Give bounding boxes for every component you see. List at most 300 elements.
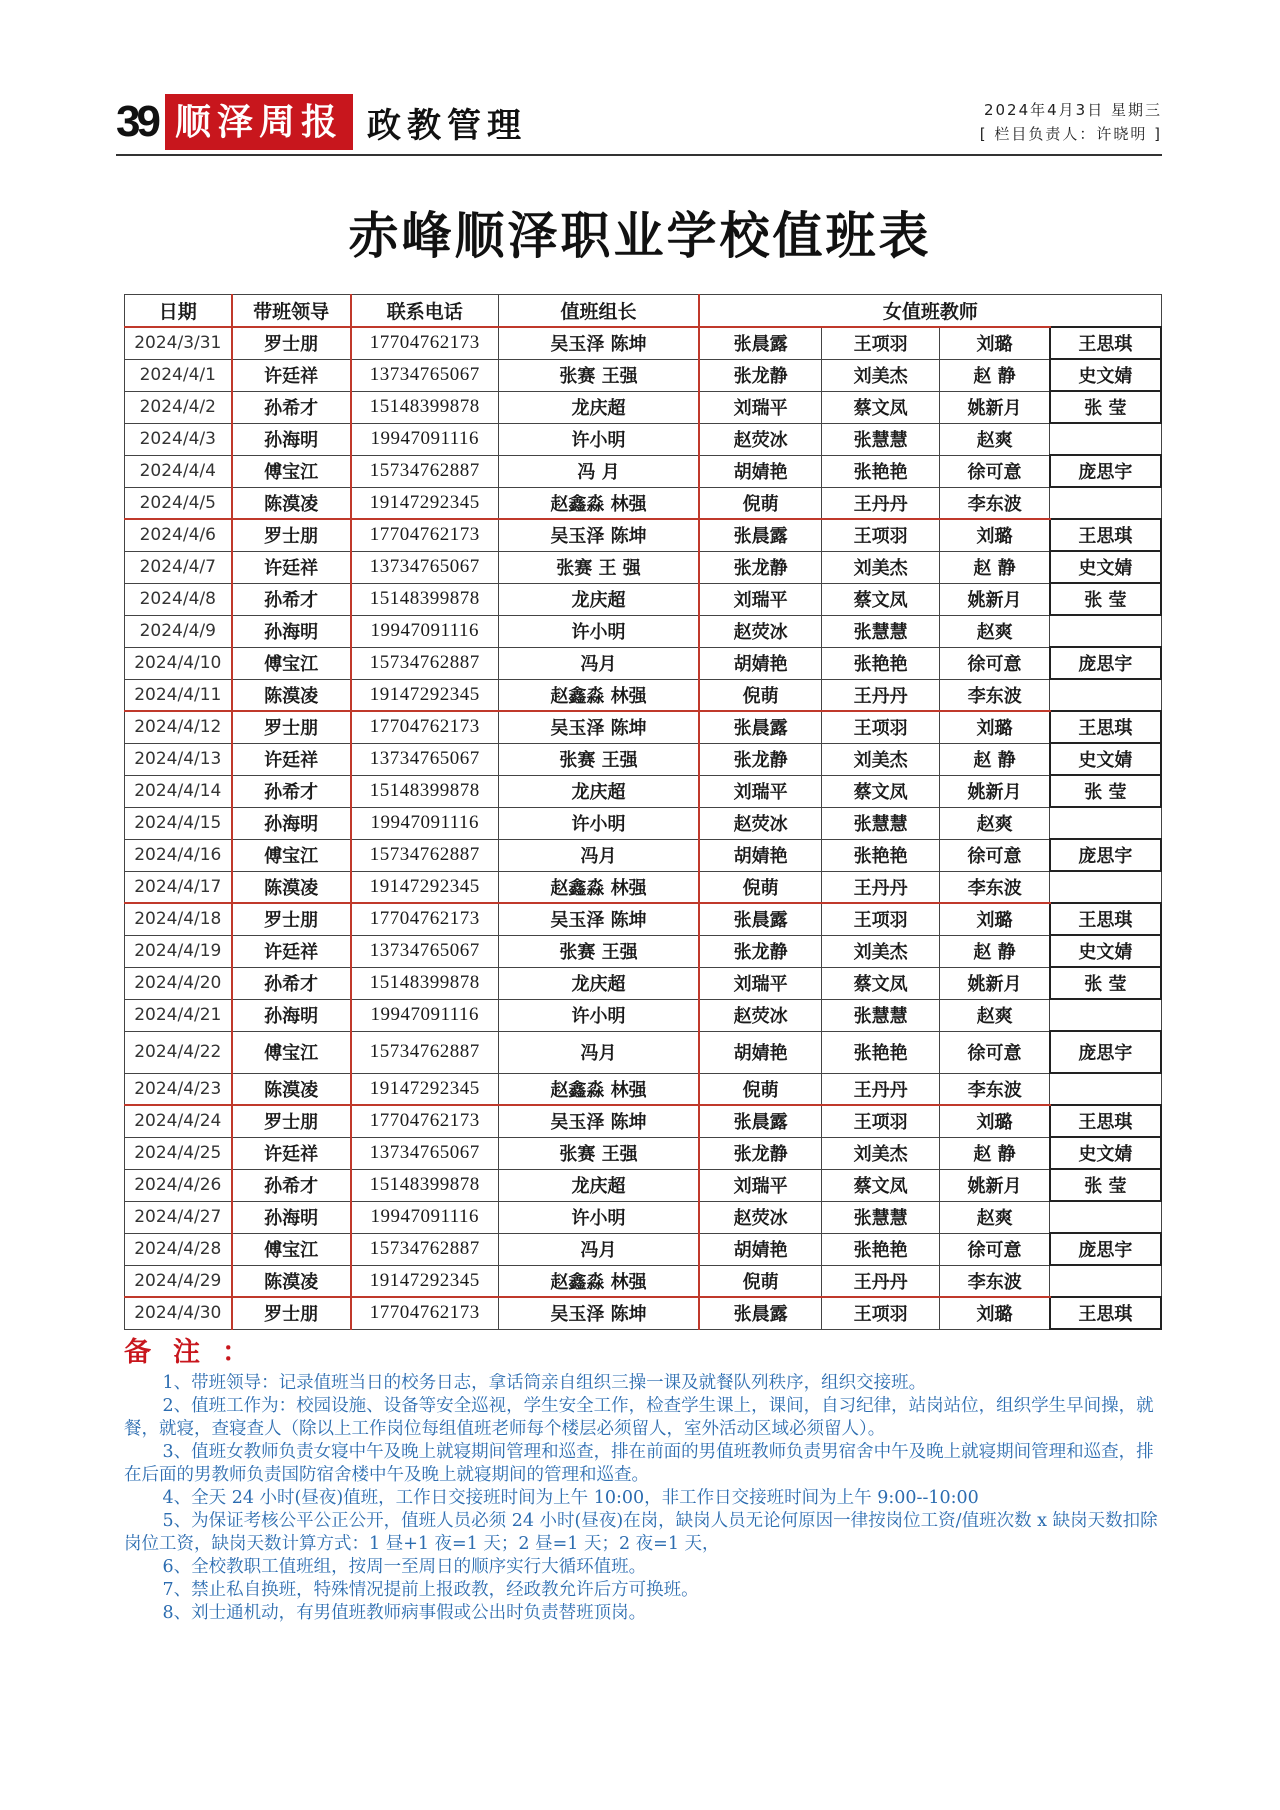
row-captain: 冯月 (498, 647, 699, 679)
table-row (125, 359, 1162, 391)
row-leader: 孙希才 (232, 1169, 351, 1201)
note-item: 8、刘士通机动，有男值班教师病事假或公出时负责替班顶岗。 (162, 1603, 647, 1623)
row-date: 2024/4/17 (125, 871, 232, 903)
row-captain: 吴玉泽 陈坤 (498, 711, 699, 743)
row-phone: 13734765067 (351, 743, 498, 775)
duty-table-body (125, 327, 1162, 1329)
row-teacher-4 (1050, 1073, 1161, 1105)
row-teacher-3: 刘璐 (940, 327, 1050, 359)
table-row (125, 327, 1162, 359)
row-teacher-4: 庞思宇 (1050, 1233, 1161, 1265)
row-phone: 17704762173 (351, 519, 498, 551)
row-captain: 龙庆超 (498, 967, 699, 999)
row-teacher-4 (1050, 1265, 1161, 1297)
row-phone: 17704762173 (351, 903, 498, 935)
row-date: 2024/4/13 (125, 743, 232, 775)
row-captain: 许小明 (498, 1201, 699, 1233)
row-teacher-1: 胡婧艳 (699, 455, 821, 487)
table-row (125, 615, 1162, 647)
row-teacher-1: 赵荧冰 (699, 807, 821, 839)
note-item: 7、禁止私自换班，特殊情况提前上报政教，经政教允许后方可换班。 (162, 1580, 699, 1600)
row-teacher-4 (1050, 1201, 1161, 1233)
row-date: 2024/4/8 (125, 583, 232, 615)
row-teacher-4: 庞思宇 (1050, 455, 1161, 487)
row-captain: 龙庆超 (498, 583, 699, 615)
row-teacher-4 (1050, 679, 1161, 711)
row-teacher-2: 蔡文凤 (822, 391, 940, 423)
row-leader: 陈漠凌 (232, 871, 351, 903)
row-date: 2024/4/14 (125, 775, 232, 807)
row-phone: 15734762887 (351, 839, 498, 871)
row-teacher-1: 张晨露 (699, 1105, 821, 1137)
row-date: 2024/4/9 (125, 615, 232, 647)
row-captain: 赵鑫淼 林强 (498, 1073, 699, 1105)
row-teacher-4 (1050, 615, 1161, 647)
row-leader: 许廷祥 (232, 743, 351, 775)
row-teacher-2: 王项羽 (822, 711, 940, 743)
note-item: 3、值班女教师负责女寝中午及晚上就寝期间管理和巡查，排在前面的男值班教师负责男宿舍中午及晚上就寝期间管理和巡查，排在后面的男教师负责国防宿舍楼中午及晚上就寝期间的管理和巡查。 (124, 1442, 1154, 1485)
table-row (125, 807, 1162, 839)
row-phone: 15148399878 (351, 583, 498, 615)
row-teacher-4: 庞思宇 (1050, 647, 1161, 679)
header-female-teachers: 女值班教师 (699, 295, 1161, 328)
table-row (125, 1073, 1162, 1105)
row-teacher-4: 王思琪 (1050, 711, 1161, 743)
row-phone: 19147292345 (351, 679, 498, 711)
row-leader: 孙海明 (232, 807, 351, 839)
row-teacher-2: 张艳艳 (822, 455, 940, 487)
note-item: 2、值班工作为：校园设施、设备等安全巡视，学生安全工作，检查学生课上，课间，自习纪律，站岗站位，组织学生早间操，就餐，就寝，查寝查人（除以上工作岗位每组值班老师每个楼层必须留人，室外活动区域必须留人）。 (124, 1396, 1154, 1439)
row-teacher-3: 赵 静 (940, 359, 1050, 391)
table-row (125, 583, 1162, 615)
row-teacher-2: 王丹丹 (822, 679, 940, 711)
row-leader: 孙希才 (232, 583, 351, 615)
table-row (125, 903, 1162, 935)
row-date: 2024/4/10 (125, 647, 232, 679)
row-phone: 17704762173 (351, 711, 498, 743)
table-row (125, 711, 1162, 743)
row-date: 2024/4/11 (125, 679, 232, 711)
row-phone: 15734762887 (351, 1233, 498, 1265)
row-teacher-2: 蔡文凤 (822, 583, 940, 615)
row-teacher-3: 徐可意 (940, 1233, 1050, 1265)
row-teacher-2: 王丹丹 (822, 871, 940, 903)
row-phone: 15148399878 (351, 391, 498, 423)
row-leader: 孙希才 (232, 775, 351, 807)
row-teacher-3: 刘璐 (940, 1297, 1050, 1329)
row-teacher-2: 刘美杰 (822, 743, 940, 775)
row-teacher-3: 李东波 (940, 1073, 1050, 1105)
note-item: 5、为保证考核公平公正公开，值班人员必须 24 小时(昼夜)在岗，缺岗人员无论何原因一律按岗位工资/值班次数 x 缺岗天数扣除岗位工资，缺岗天数计算方式：1 昼+1 夜=1 天；2 昼=1 天；2 夜=1 天， (124, 1511, 1158, 1554)
row-teacher-1: 张龙静 (699, 359, 821, 391)
row-teacher-1: 赵荧冰 (699, 423, 821, 455)
row-teacher-4 (1050, 423, 1161, 455)
page-title: 赤峰顺泽职业学校值班表 (348, 207, 932, 265)
row-phone: 17704762173 (351, 1297, 498, 1329)
row-date: 2024/4/30 (125, 1297, 232, 1329)
row-teacher-2: 蔡文凤 (822, 775, 940, 807)
row-captain: 龙庆超 (498, 1169, 699, 1201)
row-date: 2024/4/15 (125, 807, 232, 839)
note-item: 4、全天 24 小时(昼夜)值班，工作日交接班时间为上午 10:00，非工作日交接班时间为上午 9:00--10:00 (162, 1488, 979, 1508)
row-teacher-4: 庞思宇 (1050, 839, 1161, 871)
row-phone: 15148399878 (351, 775, 498, 807)
row-captain: 许小明 (498, 615, 699, 647)
row-captain: 吴玉泽 陈坤 (498, 327, 699, 359)
row-captain: 许小明 (498, 423, 699, 455)
row-teacher-4: 王思琪 (1050, 327, 1161, 359)
row-teacher-4 (1050, 487, 1161, 519)
row-teacher-2: 王项羽 (822, 519, 940, 551)
row-teacher-3: 赵 静 (940, 743, 1050, 775)
row-teacher-1: 刘瑞平 (699, 583, 821, 615)
table-row (125, 743, 1162, 775)
row-teacher-3: 赵爽 (940, 807, 1050, 839)
row-date: 2024/4/28 (125, 1233, 232, 1265)
row-date: 2024/4/4 (125, 455, 232, 487)
row-phone: 15148399878 (351, 1169, 498, 1201)
row-teacher-2: 王项羽 (822, 1105, 940, 1137)
row-leader: 陈漠凌 (232, 679, 351, 711)
row-leader: 陈漠凌 (232, 487, 351, 519)
row-teacher-1: 倪萌 (699, 487, 821, 519)
row-phone: 15734762887 (351, 647, 498, 679)
row-date: 2024/4/1 (125, 359, 232, 391)
newspaper-logo: 顺泽周报 (165, 94, 353, 150)
row-teacher-4: 史文婧 (1050, 935, 1161, 967)
row-phone: 17704762173 (351, 327, 498, 359)
row-date: 2024/4/2 (125, 391, 232, 423)
row-leader: 傅宝江 (232, 1031, 351, 1073)
row-date: 2024/4/7 (125, 551, 232, 583)
row-teacher-3: 赵 静 (940, 551, 1050, 583)
row-teacher-2: 刘美杰 (822, 935, 940, 967)
row-teacher-3: 赵爽 (940, 999, 1050, 1031)
row-captain: 赵鑫淼 林强 (498, 679, 699, 711)
row-leader: 傅宝江 (232, 647, 351, 679)
row-captain: 龙庆超 (498, 391, 699, 423)
row-teacher-2: 张慧慧 (822, 423, 940, 455)
row-teacher-1: 张龙静 (699, 551, 821, 583)
duty-table (124, 294, 1162, 1330)
row-phone: 13734765067 (351, 551, 498, 583)
row-teacher-3: 赵爽 (940, 615, 1050, 647)
row-date: 2024/4/27 (125, 1201, 232, 1233)
row-teacher-3: 李东波 (940, 487, 1050, 519)
row-date: 2024/4/12 (125, 711, 232, 743)
table-row (125, 423, 1162, 455)
row-leader: 罗士朋 (232, 903, 351, 935)
row-leader: 孙海明 (232, 615, 351, 647)
row-teacher-3: 徐可意 (940, 647, 1050, 679)
row-teacher-4: 王思琪 (1050, 519, 1161, 551)
row-teacher-1: 胡婧艳 (699, 647, 821, 679)
table-row (125, 391, 1162, 423)
row-phone: 19947091116 (351, 807, 498, 839)
row-teacher-2: 王丹丹 (822, 1265, 940, 1297)
row-teacher-4: 王思琪 (1050, 903, 1161, 935)
row-leader: 傅宝江 (232, 455, 351, 487)
row-teacher-3: 刘璐 (940, 903, 1050, 935)
row-leader: 罗士朋 (232, 1105, 351, 1137)
row-teacher-4: 史文婧 (1050, 551, 1161, 583)
row-leader: 孙希才 (232, 391, 351, 423)
row-teacher-4: 史文婧 (1050, 1137, 1161, 1169)
header-captain: 值班组长 (498, 295, 699, 328)
row-teacher-3: 赵 静 (940, 1137, 1050, 1169)
row-phone: 13734765067 (351, 935, 498, 967)
row-phone: 19147292345 (351, 871, 498, 903)
row-phone: 15734762887 (351, 1031, 498, 1073)
row-teacher-1: 张龙静 (699, 743, 821, 775)
row-teacher-4: 史文婧 (1050, 359, 1161, 391)
notes-title: 备注： (124, 1337, 271, 1368)
table-row (125, 839, 1162, 871)
table-row (125, 551, 1162, 583)
column-editor: [ 栏目负责人：许晓明 ] (979, 125, 1162, 143)
row-date: 2024/4/20 (125, 967, 232, 999)
row-teacher-1: 赵荧冰 (699, 615, 821, 647)
row-teacher-1: 刘瑞平 (699, 967, 821, 999)
table-row (125, 1201, 1162, 1233)
row-date: 2024/4/19 (125, 935, 232, 967)
row-teacher-2: 刘美杰 (822, 551, 940, 583)
row-date: 2024/4/23 (125, 1073, 232, 1105)
row-leader: 罗士朋 (232, 327, 351, 359)
row-captain: 张赛 王强 (498, 359, 699, 391)
row-teacher-1: 张晨露 (699, 519, 821, 551)
row-teacher-3: 姚新月 (940, 1169, 1050, 1201)
row-teacher-2: 王项羽 (822, 327, 940, 359)
row-phone: 19147292345 (351, 487, 498, 519)
row-date: 2024/4/29 (125, 1265, 232, 1297)
table-row (125, 1105, 1162, 1137)
row-teacher-4: 张 莹 (1050, 583, 1161, 615)
row-captain: 冯 月 (498, 455, 699, 487)
row-date: 2024/4/25 (125, 1137, 232, 1169)
row-teacher-2: 张艳艳 (822, 839, 940, 871)
table-row (125, 1031, 1162, 1073)
row-leader: 许廷祥 (232, 1137, 351, 1169)
row-date: 2024/4/3 (125, 423, 232, 455)
header-rule (116, 154, 1162, 156)
row-teacher-3: 姚新月 (940, 775, 1050, 807)
row-teacher-4: 张 莹 (1050, 1169, 1161, 1201)
row-captain: 许小明 (498, 807, 699, 839)
table-row (125, 679, 1162, 711)
row-captain: 赵鑫淼 林强 (498, 871, 699, 903)
row-leader: 罗士朋 (232, 519, 351, 551)
row-captain: 吴玉泽 陈坤 (498, 519, 699, 551)
row-phone: 19147292345 (351, 1073, 498, 1105)
row-captain: 冯月 (498, 1233, 699, 1265)
row-teacher-1: 刘瑞平 (699, 391, 821, 423)
row-teacher-1: 倪萌 (699, 1073, 821, 1105)
section-title: 政教管理 (366, 105, 527, 146)
row-leader: 罗士朋 (232, 711, 351, 743)
row-teacher-1: 张晨露 (699, 1297, 821, 1329)
row-teacher-1: 胡婧艳 (699, 839, 821, 871)
row-leader: 许廷祥 (232, 359, 351, 391)
row-teacher-4: 张 莹 (1050, 967, 1161, 999)
table-row (125, 935, 1162, 967)
row-teacher-1: 张晨露 (699, 711, 821, 743)
row-teacher-3: 刘璐 (940, 519, 1050, 551)
row-teacher-3: 刘璐 (940, 1105, 1050, 1137)
row-teacher-4 (1050, 999, 1161, 1031)
row-teacher-1: 赵荧冰 (699, 1201, 821, 1233)
row-teacher-2: 蔡文凤 (822, 967, 940, 999)
table-header-row (125, 295, 1162, 328)
header-leader: 带班领导 (232, 295, 351, 328)
row-teacher-3: 徐可意 (940, 455, 1050, 487)
table-row (125, 519, 1162, 551)
row-teacher-1: 赵荧冰 (699, 999, 821, 1031)
row-teacher-3: 赵爽 (940, 1201, 1050, 1233)
row-leader: 孙海明 (232, 999, 351, 1031)
row-leader: 孙海明 (232, 423, 351, 455)
row-teacher-1: 倪萌 (699, 679, 821, 711)
row-teacher-2: 张艳艳 (822, 1233, 940, 1265)
row-date: 2024/4/21 (125, 999, 232, 1031)
row-teacher-2: 张慧慧 (822, 807, 940, 839)
row-teacher-3: 李东波 (940, 1265, 1050, 1297)
page-number: 39 (116, 97, 157, 146)
row-teacher-4: 王思琪 (1050, 1297, 1161, 1329)
issue-date: 2024年4月3日 星期三 (983, 101, 1162, 119)
row-date: 2024/4/5 (125, 487, 232, 519)
row-date: 2024/4/18 (125, 903, 232, 935)
row-teacher-3: 李东波 (940, 871, 1050, 903)
note-item: 1、带班领导：记录值班当日的校务日志，拿话筒亲自组织三操一课及就餐队列秩序，组织交接班。 (162, 1373, 927, 1393)
row-teacher-3: 姚新月 (940, 967, 1050, 999)
row-leader: 孙希才 (232, 967, 351, 999)
row-captain: 张赛 王强 (498, 743, 699, 775)
row-teacher-4: 史文婧 (1050, 743, 1161, 775)
row-date: 2024/3/31 (125, 327, 232, 359)
row-teacher-3: 赵爽 (940, 423, 1050, 455)
row-captain: 张赛 王 强 (498, 551, 699, 583)
table-row (125, 1265, 1162, 1297)
row-captain: 张赛 王强 (498, 1137, 699, 1169)
row-teacher-2: 张艳艳 (822, 1031, 940, 1073)
row-teacher-2: 王丹丹 (822, 487, 940, 519)
row-captain: 许小明 (498, 999, 699, 1031)
row-teacher-2: 张慧慧 (822, 615, 940, 647)
table-row (125, 871, 1162, 903)
row-teacher-4: 张 莹 (1050, 775, 1161, 807)
table-row (125, 1297, 1162, 1329)
row-teacher-1: 刘瑞平 (699, 775, 821, 807)
row-teacher-3: 徐可意 (940, 1031, 1050, 1073)
row-teacher-1: 刘瑞平 (699, 1169, 821, 1201)
row-teacher-3: 徐可意 (940, 839, 1050, 871)
row-teacher-2: 蔡文凤 (822, 1169, 940, 1201)
row-teacher-4 (1050, 871, 1161, 903)
row-phone: 19947091116 (351, 999, 498, 1031)
table-row (125, 1169, 1162, 1201)
row-phone: 17704762173 (351, 1105, 498, 1137)
row-teacher-2: 刘美杰 (822, 1137, 940, 1169)
row-teacher-2: 王丹丹 (822, 1073, 940, 1105)
row-teacher-4: 张 莹 (1050, 391, 1161, 423)
row-leader: 孙海明 (232, 1201, 351, 1233)
row-leader: 罗士朋 (232, 1297, 351, 1329)
row-captain: 赵鑫淼 林强 (498, 1265, 699, 1297)
row-date: 2024/4/6 (125, 519, 232, 551)
row-date: 2024/4/16 (125, 839, 232, 871)
row-leader: 陈漠凌 (232, 1265, 351, 1297)
row-teacher-1: 张龙静 (699, 935, 821, 967)
row-captain: 冯月 (498, 839, 699, 871)
row-phone: 19947091116 (351, 615, 498, 647)
row-leader: 傅宝江 (232, 1233, 351, 1265)
row-phone: 19947091116 (351, 423, 498, 455)
table-row (125, 1233, 1162, 1265)
row-teacher-1: 倪萌 (699, 1265, 821, 1297)
row-teacher-4: 王思琪 (1050, 1105, 1161, 1137)
row-captain: 吴玉泽 陈坤 (498, 1297, 699, 1329)
table-row (125, 487, 1162, 519)
row-teacher-1: 张晨露 (699, 903, 821, 935)
issue-meta (980, 98, 1162, 146)
row-captain: 龙庆超 (498, 775, 699, 807)
notes-section (124, 1336, 1164, 1625)
header-date: 日期 (125, 295, 232, 328)
row-captain: 冯月 (498, 1031, 699, 1073)
row-teacher-2: 刘美杰 (822, 359, 940, 391)
note-item: 6、全校教职工值班组，按周一至周日的顺序实行大循环值班。 (162, 1557, 647, 1577)
row-teacher-2: 张慧慧 (822, 999, 940, 1031)
row-teacher-3: 李东波 (940, 679, 1050, 711)
table-row (125, 1137, 1162, 1169)
row-date: 2024/4/24 (125, 1105, 232, 1137)
row-teacher-1: 胡婧艳 (699, 1233, 821, 1265)
row-date: 2024/4/22 (125, 1031, 232, 1073)
row-phone: 19947091116 (351, 1201, 498, 1233)
row-teacher-2: 张艳艳 (822, 647, 940, 679)
row-captain: 吴玉泽 陈坤 (498, 903, 699, 935)
table-row (125, 647, 1162, 679)
row-teacher-3: 刘璐 (940, 711, 1050, 743)
masthead (116, 92, 527, 152)
row-phone: 15734762887 (351, 455, 498, 487)
row-leader: 许廷祥 (232, 551, 351, 583)
table-row (125, 999, 1162, 1031)
row-leader: 许廷祥 (232, 935, 351, 967)
table-row (125, 455, 1162, 487)
row-teacher-1: 张晨露 (699, 327, 821, 359)
row-teacher-3: 赵 静 (940, 935, 1050, 967)
table-row (125, 775, 1162, 807)
row-teacher-4: 庞思宇 (1050, 1031, 1161, 1073)
row-teacher-1: 倪萌 (699, 871, 821, 903)
row-leader: 傅宝江 (232, 839, 351, 871)
table-row (125, 967, 1162, 999)
row-teacher-4 (1050, 807, 1161, 839)
row-teacher-3: 姚新月 (940, 391, 1050, 423)
row-phone: 19147292345 (351, 1265, 498, 1297)
header-phone: 联系电话 (351, 295, 498, 328)
row-date: 2024/4/26 (125, 1169, 232, 1201)
row-captain: 吴玉泽 陈坤 (498, 1105, 699, 1137)
row-captain: 赵鑫淼 林强 (498, 487, 699, 519)
row-teacher-1: 张龙静 (699, 1137, 821, 1169)
row-captain: 张赛 王强 (498, 935, 699, 967)
row-teacher-2: 王项羽 (822, 1297, 940, 1329)
row-phone: 13734765067 (351, 359, 498, 391)
row-leader: 陈漠凌 (232, 1073, 351, 1105)
